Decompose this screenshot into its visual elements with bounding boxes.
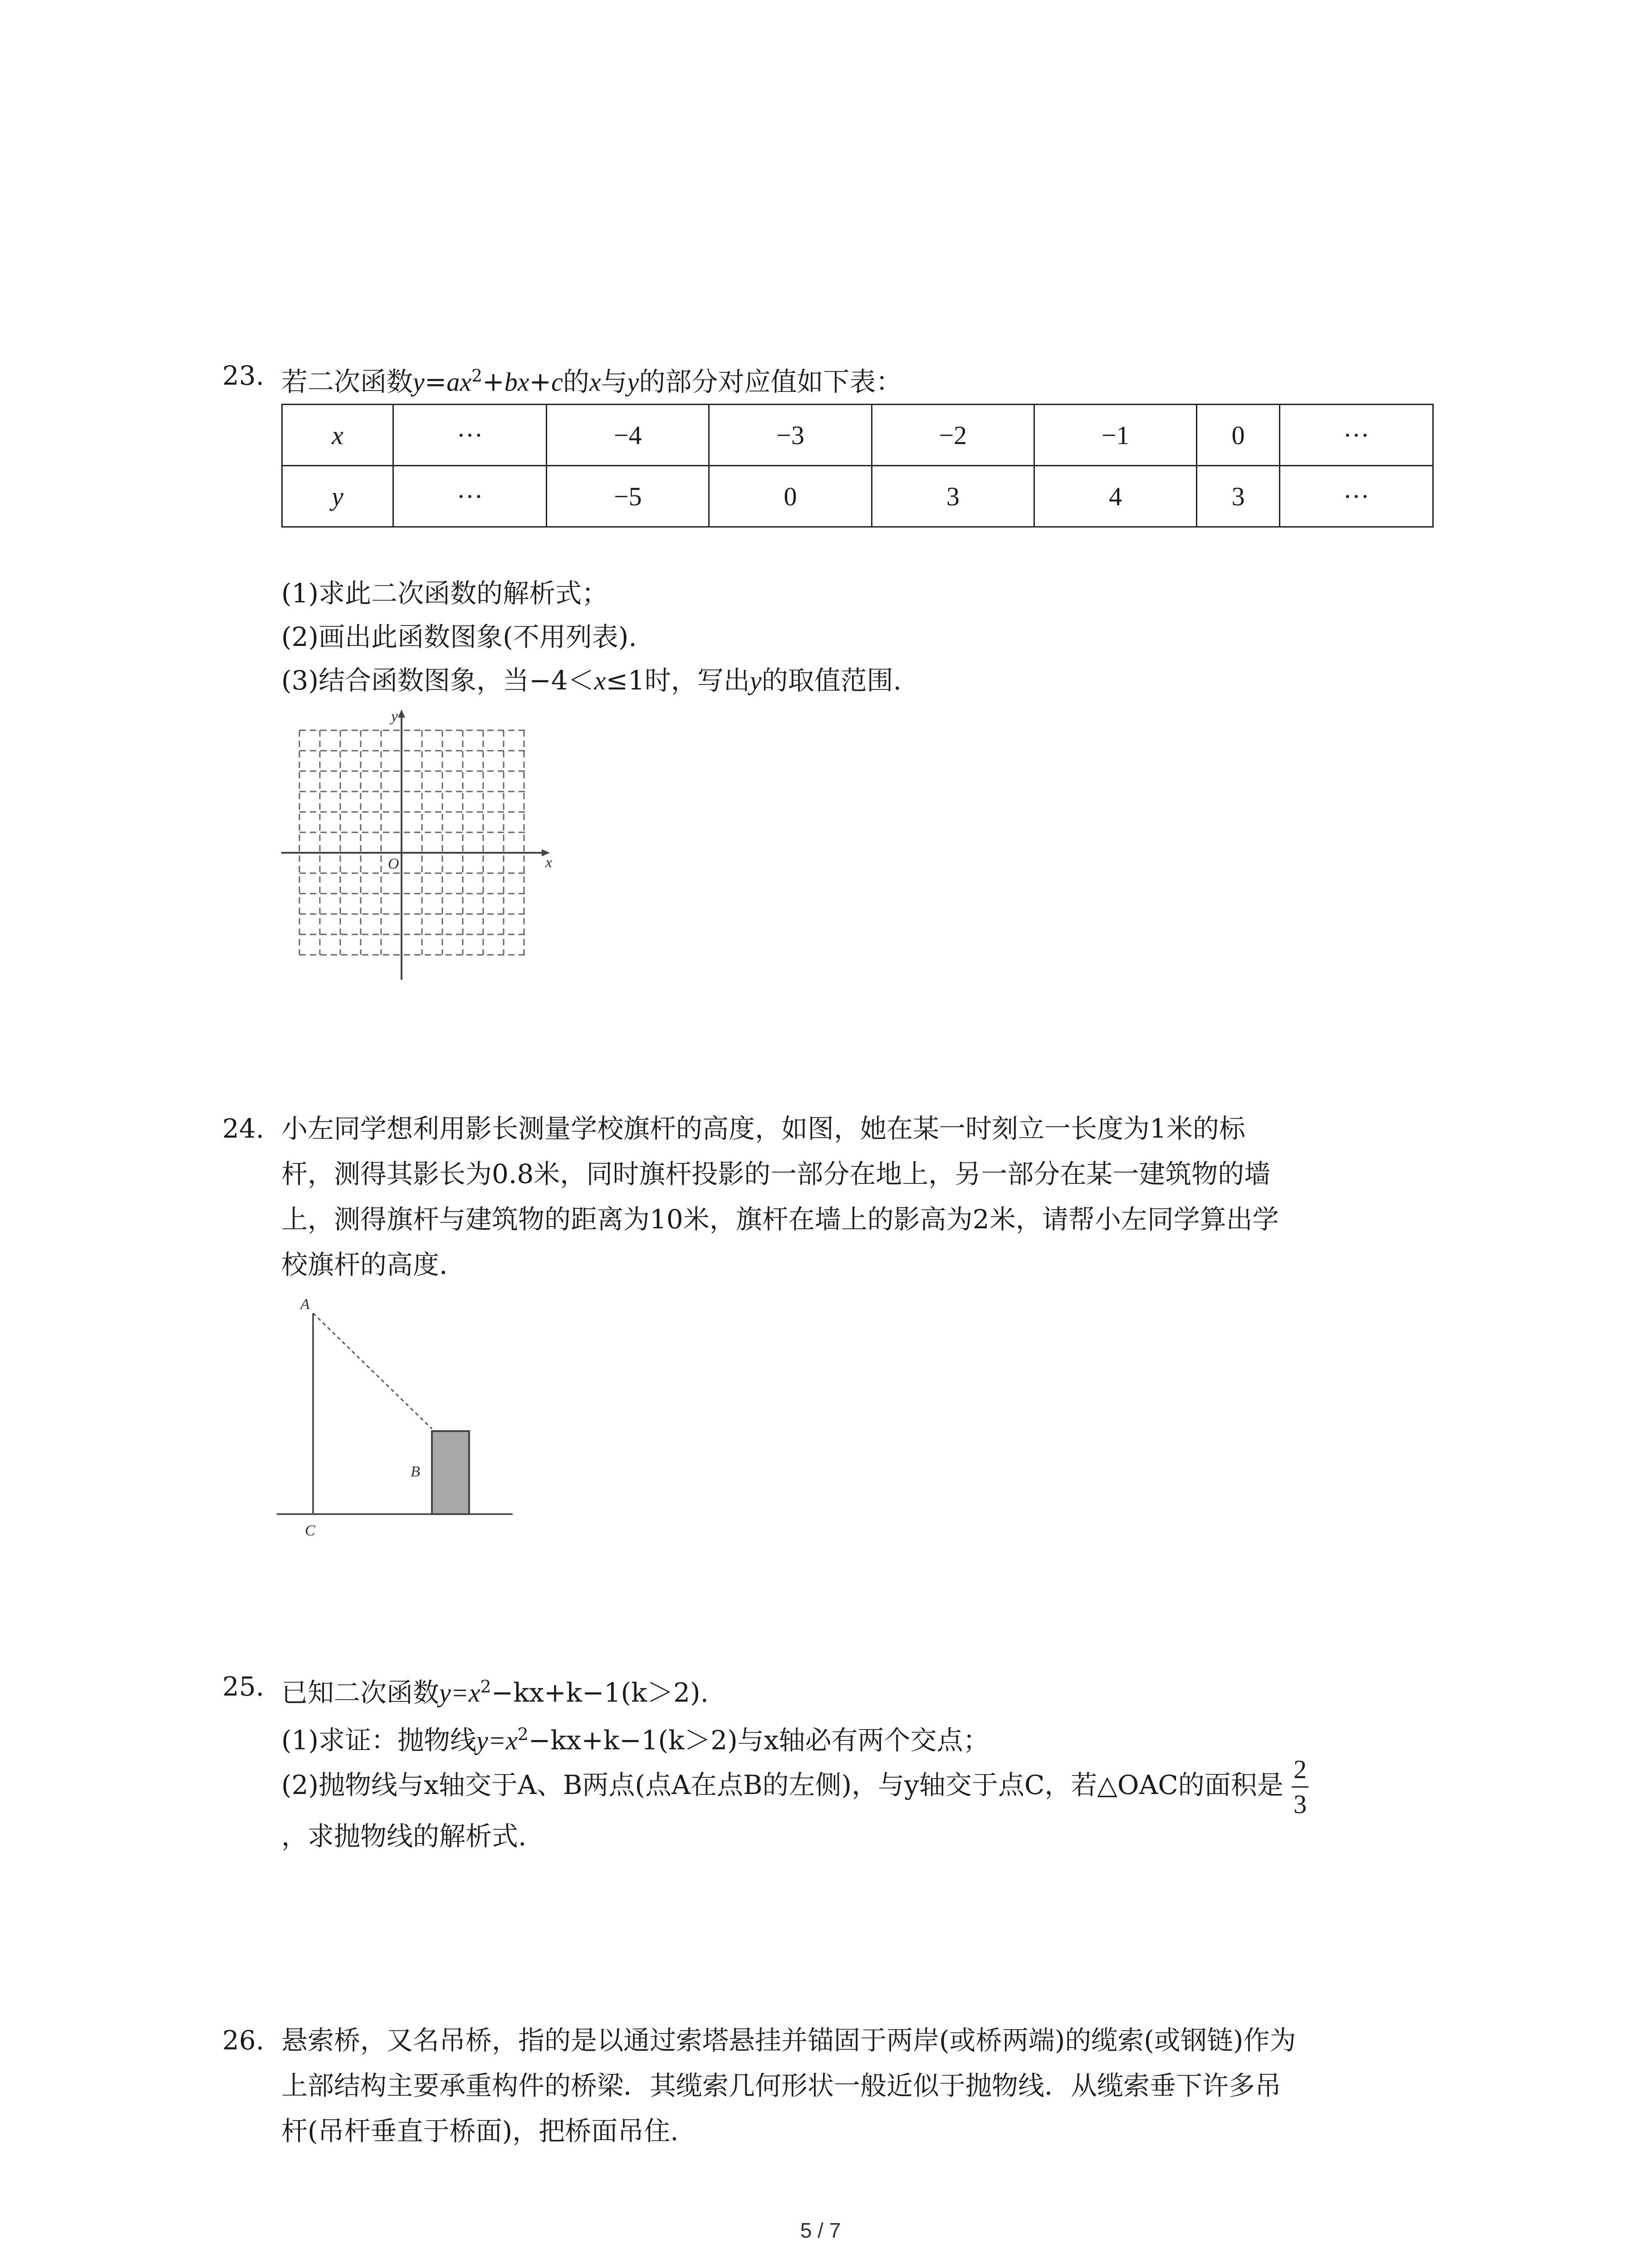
fraction: $\frac{2}{3}$ xyxy=(1292,1756,1308,1818)
table-row xyxy=(282,466,1433,527)
text-line: 上，测得旗杆与建筑物的距离为10米，旗杆在墙上的影高为2米，请帮小左同学算出学 xyxy=(281,1204,1279,1235)
table-cell: 3 xyxy=(1197,466,1280,527)
axis-label-y: y xyxy=(391,708,398,725)
question-stem: 已知二次函数$y=x^2-kx+k-1(k>2)$. xyxy=(281,1677,709,1708)
table-cell: −5 xyxy=(547,466,709,527)
table-cell: 0 xyxy=(1197,405,1280,466)
table-cell: 0 xyxy=(709,466,872,527)
table-cell: −3 xyxy=(709,405,872,466)
y-arrow-icon xyxy=(398,709,405,718)
part-3: (3)结合函数图象，当−4＜x≤1时，写出y的取值范围. xyxy=(281,665,902,696)
table-cell: ··· xyxy=(393,405,547,466)
origin-label: O xyxy=(388,855,399,872)
table-cell: −1 xyxy=(1034,405,1196,466)
table-cell: −2 xyxy=(872,405,1034,466)
building xyxy=(432,1431,469,1514)
text-line: 悬索桥，又名吊桥，指的是以通过索塔悬挂并锚固于两岸(或桥两端)的缆索(或钢链)作为 xyxy=(281,2025,1296,2056)
part-1: (1)求证：抛物线$y=x^2-kx+k-1(k>2)$与x轴必有两个交点； xyxy=(281,1724,989,1756)
table-cell: x xyxy=(282,405,393,466)
question-number: 26. xyxy=(222,2025,265,2056)
value-table xyxy=(281,404,1434,528)
table-row xyxy=(282,405,1433,466)
axis-label-x: x xyxy=(545,854,553,871)
text-line: 上部结构主要承重构件的桥梁．其缆索几何形状一般近似于抛物线．从缆索垂下许多吊 xyxy=(281,2070,1282,2101)
table-cell: y xyxy=(282,466,393,527)
text-line: 杆，测得其影长为0.8米，同时旗杆投影的一部分在地上，另一部分在某一建筑物的墙 xyxy=(281,1158,1271,1189)
table-cell: 3 xyxy=(872,466,1034,527)
axes xyxy=(281,714,544,980)
question-number: 23. xyxy=(222,360,265,391)
table-cell: ··· xyxy=(393,466,547,527)
point-label-c: C xyxy=(305,1522,315,1539)
part-2: (2)画出此函数图象(不用列表). xyxy=(281,621,637,652)
coordinate-grid-figure xyxy=(272,708,563,984)
question-number: 24. xyxy=(222,1113,265,1144)
page-number: 5 / 7 xyxy=(800,2219,841,2242)
point-label-a: A xyxy=(300,1296,310,1313)
table-cell: ··· xyxy=(1279,466,1433,527)
text-line: 小左同学想利用影长测量学校旗杆的高度，如图，她在某一时刻立一长度为1米的标 xyxy=(281,1113,1245,1144)
question-number: 25. xyxy=(222,1671,265,1702)
part-1: (1)求此二次函数的解析式； xyxy=(281,578,608,609)
question-stem: 若二次函数$y=ax^2+bx+c$的x与y的部分对应值如下表： xyxy=(281,366,902,397)
table-cell: ··· xyxy=(1279,405,1433,466)
point-label-b: B xyxy=(411,1463,420,1480)
table-cell: −4 xyxy=(547,405,709,466)
table-cell: 4 xyxy=(1034,466,1196,527)
flagpole-figure xyxy=(272,1288,526,1542)
sun-ray xyxy=(313,1313,432,1429)
part-2: (2)抛物线与x轴交于A、B两点(点A在点B的左侧)，与y轴交于点C，若△OAC的面积是 $\frac{2}{3}$ xyxy=(281,1755,1308,1818)
text-line: 杆(吊杆垂直于桥面)，把桥面吊住. xyxy=(281,2116,679,2146)
text-line: 校旗杆的高度. xyxy=(281,1249,448,1280)
part-2-tail: ，求抛物线的解析式. xyxy=(281,1821,527,1852)
